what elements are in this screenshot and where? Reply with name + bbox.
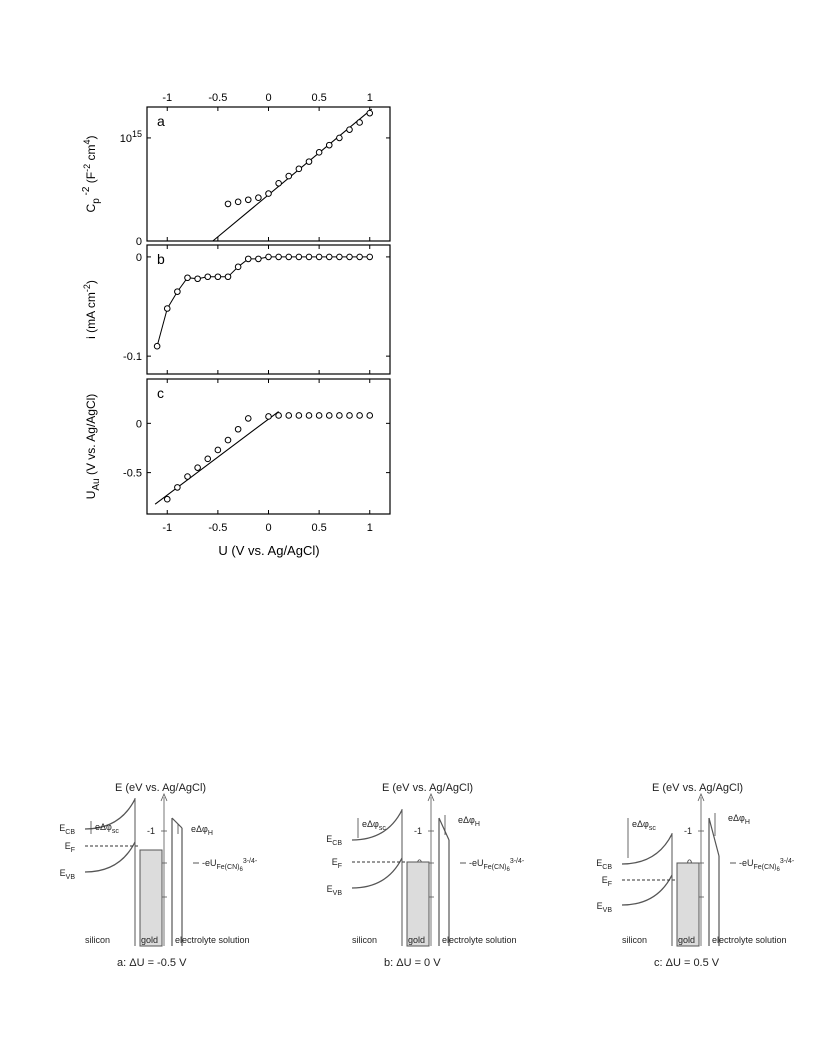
data-point (367, 110, 373, 116)
phi-h-sub: H (744, 819, 750, 826)
energy-tick-label: -1 (413, 826, 422, 836)
data-point (256, 256, 262, 262)
ecb-label (59, 823, 75, 836)
y-tick-text: 0 (135, 236, 142, 248)
phi-h-label (191, 824, 213, 837)
data-point (326, 413, 332, 419)
redox-sub6: 6 (239, 867, 243, 873)
panel-b (82, 245, 390, 374)
energy-axis-title: E (eV vs. Ag/AgCl) (115, 782, 207, 794)
redox-text: -eU (739, 858, 754, 868)
ef-sub: F (70, 847, 75, 854)
redox-label (202, 858, 258, 873)
data-point (337, 413, 343, 419)
phi-h-text: eΔφ (191, 824, 208, 834)
phi-sc-label (362, 819, 386, 832)
electrolyte-label: electrolyte solution (712, 935, 787, 945)
data-point (316, 413, 322, 419)
gold-block (140, 850, 162, 946)
ecb-sub: CB (332, 840, 342, 847)
gold-label: gold (678, 935, 696, 945)
energy-axis-title: E (eV vs. Ag/AgCl) (382, 782, 474, 794)
ef-label (332, 857, 342, 870)
evb-sub: VB (602, 907, 612, 914)
silicon-label: silicon (85, 935, 111, 945)
redox-text: -eU (202, 858, 217, 868)
evb-label (60, 868, 76, 881)
ef-text: E (331, 857, 338, 867)
data-point (195, 276, 201, 282)
panel-c (84, 379, 390, 514)
data-point (245, 197, 251, 203)
ef-label (65, 841, 75, 854)
redox-sup: 3-/4- (242, 858, 258, 865)
phi-h-sub: H (207, 830, 213, 837)
ylabel-part: i (mA cm (84, 292, 98, 339)
ecb-label (326, 834, 342, 847)
ylabel-sup: -2 (82, 284, 92, 293)
ecb-label (596, 858, 612, 871)
data-point (195, 465, 201, 471)
gold-label: gold (141, 935, 159, 945)
data-point (215, 447, 221, 453)
y-axis-label (82, 280, 98, 339)
ef-sub: F (337, 863, 342, 870)
gold-label: gold (408, 935, 426, 945)
data-point (164, 306, 170, 312)
data-point (256, 195, 262, 201)
evb-sub: VB (332, 890, 342, 897)
ylabel-part: U (84, 490, 98, 500)
evb-label (597, 901, 613, 914)
phi-h-label (728, 813, 750, 826)
silicon-label: silicon (352, 935, 378, 945)
data-point (286, 254, 292, 260)
ylabel-part: ) (84, 280, 98, 285)
energy-diagram-a (59, 782, 258, 969)
ef-label (602, 875, 612, 888)
data-point (245, 416, 251, 422)
energy-diagram-c (596, 782, 795, 969)
bottom-tick-label: 0.5 (311, 522, 327, 534)
phi-sc-sub: sc (378, 825, 386, 832)
data-point (276, 413, 282, 419)
panel-frame (147, 379, 390, 514)
data-point (286, 413, 292, 419)
data-point (316, 150, 322, 156)
ecb-text: E (596, 858, 603, 868)
data-point (306, 159, 312, 165)
energy-tick-label: -1 (146, 826, 155, 836)
bottom-tick-label: -0.5 (208, 522, 228, 534)
gold-block (407, 862, 429, 946)
panel-letter: b (157, 251, 165, 267)
panel-letter: c (157, 385, 164, 401)
redox-sub: Fe(CN) (216, 864, 240, 871)
conduction-band (622, 834, 672, 864)
ylabel-sub: Au (91, 478, 102, 491)
data-point (175, 289, 181, 295)
data-point (367, 254, 373, 260)
data-point (326, 254, 332, 260)
ef-text: E (601, 875, 608, 885)
redox-sup: 3-/4- (779, 858, 795, 865)
panel-letter: a (157, 113, 165, 129)
data-point (185, 275, 191, 281)
ecb-text: E (326, 834, 333, 844)
data-point (215, 274, 221, 280)
redox-sub6: 6 (776, 867, 780, 873)
data-point (185, 474, 191, 480)
data-point (205, 274, 211, 280)
evb-text: E (59, 868, 66, 878)
top-tick-label: 0.5 (311, 92, 327, 104)
diagram-caption: b: ΔU = 0 V (384, 957, 441, 969)
top-tick-label: 0 (265, 92, 272, 104)
data-point (235, 426, 241, 432)
y-tick-label (120, 129, 142, 145)
data-point (175, 485, 181, 491)
y-tick-label (123, 351, 142, 363)
data-point (316, 254, 322, 260)
data-point (306, 254, 312, 260)
y-tick-label (136, 236, 142, 248)
phi-sc-sub: sc (648, 825, 656, 832)
ylabel-part: cm (84, 144, 98, 164)
data-point (357, 120, 363, 126)
evb-text: E (596, 901, 603, 911)
data-point (225, 437, 231, 443)
fit-line (155, 412, 279, 505)
data-point (225, 274, 231, 280)
y-tick-sup: 15 (131, 128, 142, 139)
data-point (296, 413, 302, 419)
gold-block (677, 863, 699, 946)
data-point (205, 456, 211, 462)
y-tick-text: 10 (119, 132, 132, 145)
ylabel-part: (F (84, 171, 98, 187)
panel-frame (147, 107, 390, 241)
redox-sub: Fe(CN) (483, 864, 507, 871)
phi-h-sub: H (474, 821, 480, 828)
diagram-caption: c: ΔU = 0.5 V (654, 957, 720, 969)
data-point (276, 180, 282, 186)
y-tick-label (123, 468, 142, 480)
data-line (157, 257, 370, 346)
data-point (357, 254, 363, 260)
evb-sub: VB (65, 874, 75, 881)
top-tick-label: 1 (366, 92, 373, 104)
data-point (266, 191, 272, 197)
data-point (225, 201, 231, 207)
data-point (266, 254, 272, 260)
helmholtz-drop (439, 818, 449, 840)
phi-sc-text: eΔφ (362, 819, 379, 829)
redox-label (739, 858, 795, 873)
bottom-tick-label: -1 (162, 522, 173, 534)
phi-sc-label (95, 822, 119, 835)
y-tick-label (136, 252, 142, 264)
top-tick-label: -0.5 (208, 92, 228, 104)
phi-sc-text: eΔφ (95, 822, 112, 832)
phi-h-label (458, 815, 480, 828)
ylabel-sup: -2 (82, 163, 92, 172)
redox-label (469, 858, 525, 873)
evb-label (327, 884, 343, 897)
helmholtz-drop (172, 818, 182, 828)
redox-sub: Fe(CN) (753, 864, 777, 871)
ylabel-part: ) (84, 135, 98, 140)
chart-stack (81, 92, 390, 558)
y-tick-label (136, 418, 142, 430)
data-point (164, 496, 170, 502)
data-point (286, 173, 292, 179)
y-tick-text: -0.1 (123, 351, 142, 364)
data-point (296, 166, 302, 172)
data-point (235, 199, 241, 205)
ef-sub: F (607, 881, 612, 888)
y-tick-text: -0.5 (123, 467, 142, 480)
data-point (337, 254, 343, 260)
ylabel-sub: p (91, 198, 102, 204)
data-point (347, 254, 353, 260)
ecb-sub: CB (602, 864, 612, 871)
data-point (245, 256, 251, 262)
ylabel-part: (V vs. Ag/AgCl) (84, 393, 98, 479)
diagram-caption: a: ΔU = -0.5 V (117, 957, 187, 969)
energy-tick-label: -1 (683, 826, 692, 836)
data-point (154, 343, 160, 349)
ylabel-sup: -2 (81, 186, 92, 199)
data-point (347, 127, 353, 133)
data-point (266, 414, 272, 420)
phi-h-text: eΔφ (728, 813, 745, 823)
data-point (337, 135, 343, 141)
helmholtz-drop (709, 818, 719, 856)
y-axis-label (84, 394, 102, 500)
phi-h-text: eΔφ (458, 815, 475, 825)
ylabel-sup: 4 (82, 139, 92, 145)
ylabel-part: C (84, 203, 98, 213)
x-axis-label: U (V vs. Ag/AgCl) (218, 543, 320, 558)
data-point (276, 254, 282, 260)
data-point (367, 413, 373, 419)
electrolyte-label: electrolyte solution (175, 935, 250, 945)
bottom-tick-label: 1 (366, 522, 373, 534)
phi-sc-text: eΔφ (632, 819, 649, 829)
evb-text: E (326, 884, 333, 894)
y-tick-text: 0 (135, 418, 142, 431)
data-point (296, 254, 302, 260)
energy-axis-title: E (eV vs. Ag/AgCl) (652, 782, 744, 794)
data-point (306, 413, 312, 419)
data-point (326, 142, 332, 148)
data-point (357, 413, 363, 419)
ecb-text: E (59, 823, 66, 833)
energy-diagram-b (326, 782, 525, 969)
data-point (235, 264, 241, 270)
silicon-label: silicon (622, 935, 648, 945)
redox-sup: 3-/4- (509, 858, 525, 865)
energy-diagrams (59, 782, 795, 969)
redox-text: -eU (469, 858, 484, 868)
y-tick-text: 0 (135, 251, 142, 264)
y-axis-label (81, 136, 102, 213)
panel-a (81, 107, 390, 248)
redox-sub6: 6 (506, 867, 510, 873)
ef-text: E (64, 841, 71, 851)
electrolyte-label: electrolyte solution (442, 935, 517, 945)
top-tick-label: -1 (162, 92, 173, 104)
ecb-sub: CB (65, 829, 75, 836)
bottom-tick-label: 0 (265, 522, 272, 534)
phi-sc-sub: sc (111, 828, 119, 835)
panel-frame (147, 245, 390, 374)
phi-sc-label (632, 819, 656, 832)
data-point (347, 413, 353, 419)
